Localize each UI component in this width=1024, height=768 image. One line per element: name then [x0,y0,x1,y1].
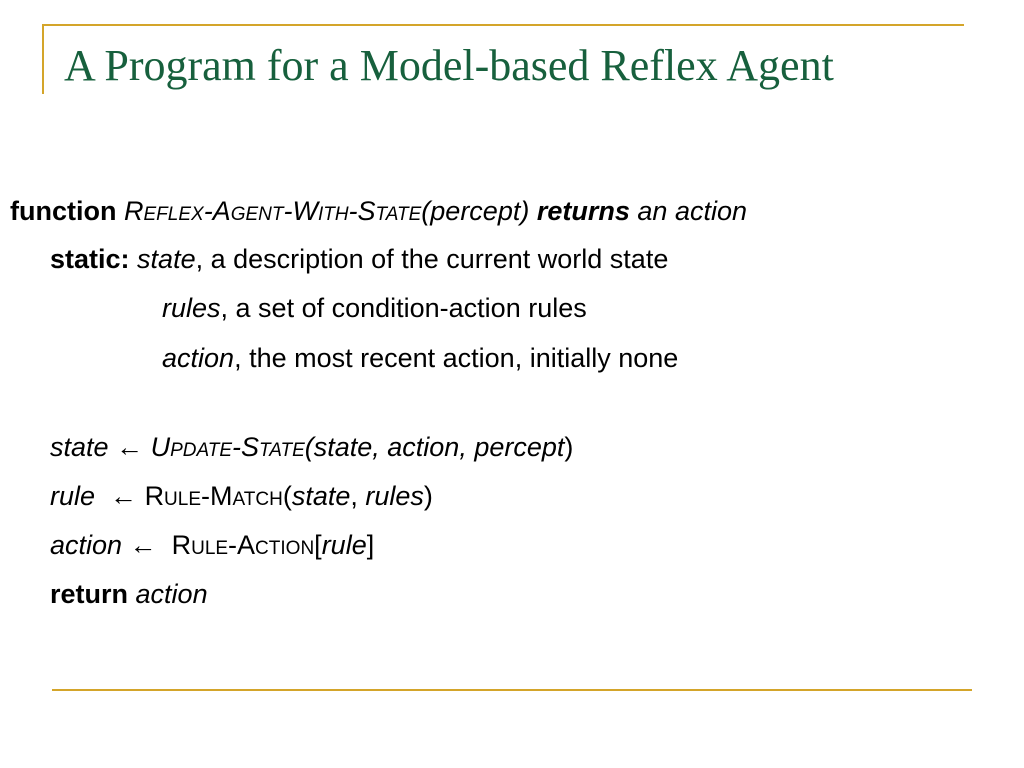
state-variable: state [137,244,196,274]
rule-action-function: Rule-Action [171,530,315,560]
rule-action-open: [ [314,530,322,560]
update-state-function: Update-State [150,432,305,462]
return-line [50,578,208,610]
static-keyword: static: [50,244,130,274]
static-action-line [162,342,678,374]
function-signature-line [10,195,747,227]
action-target: action [50,530,123,560]
function-keyword: function [10,196,117,226]
returns-keyword: returns [536,196,630,226]
static-rules-line [162,292,587,324]
left-arrow-icon: ← [129,530,157,560]
left-arrow-icon: ← [110,481,138,511]
left-accent-rule [42,24,44,94]
rule-match-separator: , [350,481,366,511]
rule-target: rule [50,481,96,511]
rule-match-function: Rule-Match [144,481,283,511]
update-state-close: ) [564,432,574,462]
slide-title: A Program for a Model-based Reflex Agent [64,41,834,90]
rule-match-line [50,480,433,512]
rule-match-close: ) [423,481,433,511]
action-variable: action [162,343,235,373]
rules-variable: rules [162,293,221,323]
return-value: action [135,579,208,609]
return-type: an action [637,196,747,226]
rules-description: , a set of condition-action rules [220,293,587,323]
function-params: (percept) [421,196,530,226]
rule-action-line [50,529,374,561]
return-keyword: return [50,579,129,609]
rule-action-close: ] [366,530,375,560]
update-state-line [50,431,573,463]
rule-match-arg-state: state [291,481,351,511]
top-rule [42,24,964,26]
bottom-rule [52,689,972,691]
rule-match-arg-rules: rules [365,481,424,511]
rule-action-arg: rule [321,530,367,560]
update-state-args: (state, action, percept [304,432,565,462]
state-description: , a description of the current world state [195,244,669,274]
left-arrow-icon: ← [116,432,144,462]
action-description: , the most recent action, initially none [234,343,679,373]
rule-match-open: ( [282,481,292,511]
function-name: Reflex-Agent-With-State [124,196,422,226]
state-target: state [50,432,109,462]
static-state-line [50,243,668,275]
